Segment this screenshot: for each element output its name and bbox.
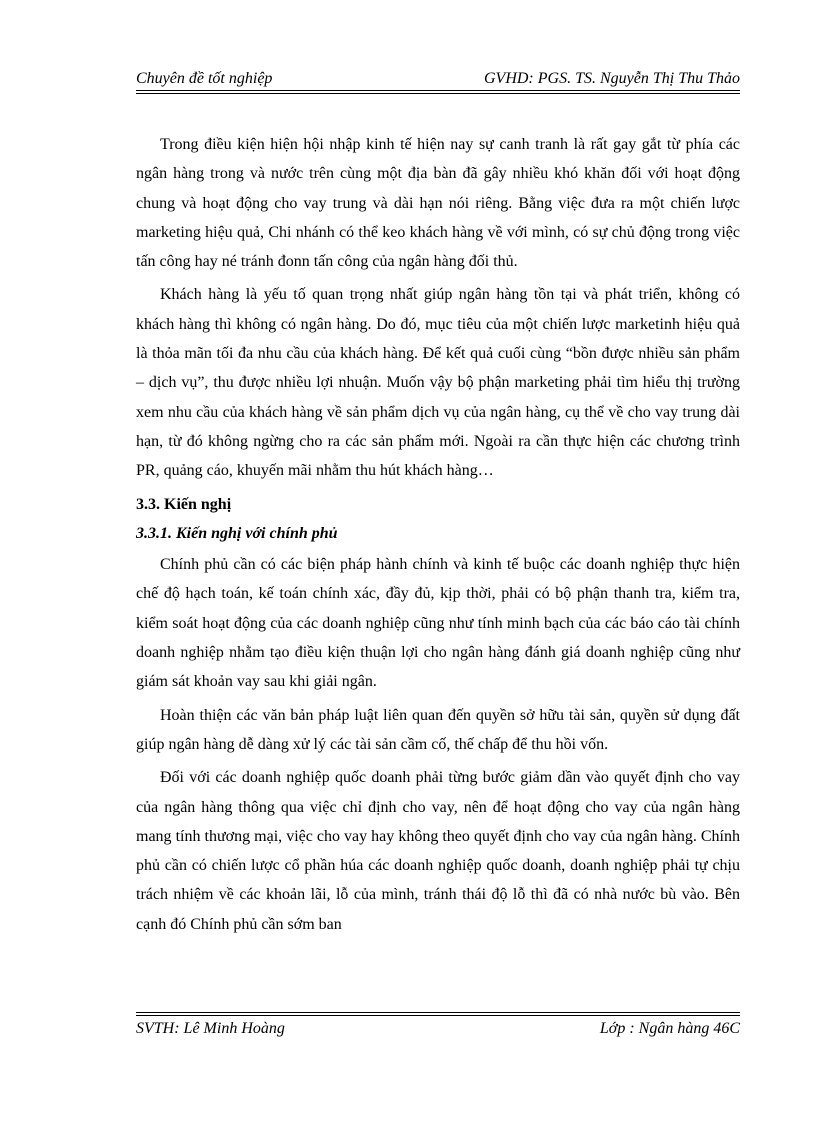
header-right-text: GVHD: PGS. TS. Nguyễn Thị Thu Thảo — [483, 70, 740, 87]
header-rule — [136, 90, 740, 94]
page-footer — [136, 1020, 740, 1038]
header-left-text: Chuyên đề tốt nghiệp — [136, 70, 273, 87]
footer-right-text: Lớp : Ngân hàng 46C — [599, 1020, 740, 1037]
paragraph-4: Hoàn thiện các văn bản pháp luật liên quan đến quyền sở hữu tài sản, quyền sử dụng đất giúp ngân hàng dễ dàng xử lý các tài sản cầm cố, thế chấp để thu hồi vốn. — [136, 706, 740, 753]
subsection-heading: 3.3.1. Kiến nghị với chính phủ — [136, 524, 338, 542]
footer-left-text: SVTH: Lê Minh Hoàng — [136, 1020, 285, 1037]
footer-rule — [136, 1012, 740, 1016]
paragraph-3: Chính phủ cần có các biện pháp hành chính và kinh tế buộc các doanh nghiệp thực hiện chế độ hạch toán, kế toán chính xác, đầy đủ, kịp thời, phải có bộ phận thanh tra, kiểm tra, kiểm soát hoạt động của các doanh nghiệp cũng như tính minh bạch của các báo cáo tài chính doanh nghiệp nhằm tạo điều kiện thuận lợi cho ngân hàng đánh giá doanh nghiệp cũng như giám sát khoản vay sau khi giải ngân. — [136, 556, 740, 691]
page-body — [136, 130, 740, 943]
paragraph-5: Đối với các doanh nghiệp quốc doanh phải từng bước giảm dần vào quyết định cho vay của ngân hàng thông qua việc chỉ định cho vay, nên để hoạt động cho vay của ngân hàng mang tính thương mại, việc cho vay hay không theo quyết định cho vay của ngân hàng. Chính phủ cần có chiến lược cổ phần húa các doanh nghiệp quốc doanh, doanh nghiệp phải tự chịu trách nhiệm về các khoản lãi, lỗ của mình, tránh thái độ lỗ thì đã có nhà nước bù vào. Bên cạnh đó Chính phủ cần sớm ban — [136, 769, 740, 933]
page-header — [136, 70, 740, 88]
paragraph-2: Khách hàng là yếu tố quan trọng nhất giúp ngân hàng tồn tại và phát triển, không có khách hàng thì không có ngân hàng. Do đó, mục tiêu của một chiến lược marketinh hiệu quả là thỏa mãn tối đa nhu cầu của khách hàng. Để kết quả cuối cùng “bồn được nhiều sản phẩm – dịch vụ”, thu được nhiều lợi nhuận. Muốn vậy bộ phận marketing phải tìm hiểu thị trường xem nhu cầu của khách hàng về sản phẩm dịch vụ của ngân hàng, cụ thể về cho vay trung dài hạn, từ đó không ngừng cho ra các sản phẩm mới. Ngoài ra cần thực hiện các chương trình PR, quảng cáo, khuyến mãi nhằm thu hút khách hàng… — [136, 286, 740, 480]
paragraph-1: Trong điều kiện hiện hội nhập kinh tế hiện nay sự canh tranh là rất gay gắt từ phía các ngân hàng trong và nước trên cùng một địa bàn đã gây nhiều khó khăn đối với hoạt động chung và hoạt động cho vay trung và dài hạn nói riêng. Bằng việc đưa ra một chiến lược marketing hiệu quả, Chi nhánh có thể keo khách hàng về với mình, có sự chủ động trong việc tấn công hay né tránh đonn tấn công của ngân hàng đối thủ. — [136, 136, 740, 271]
section-heading: 3.3. Kiến nghị — [136, 495, 232, 513]
